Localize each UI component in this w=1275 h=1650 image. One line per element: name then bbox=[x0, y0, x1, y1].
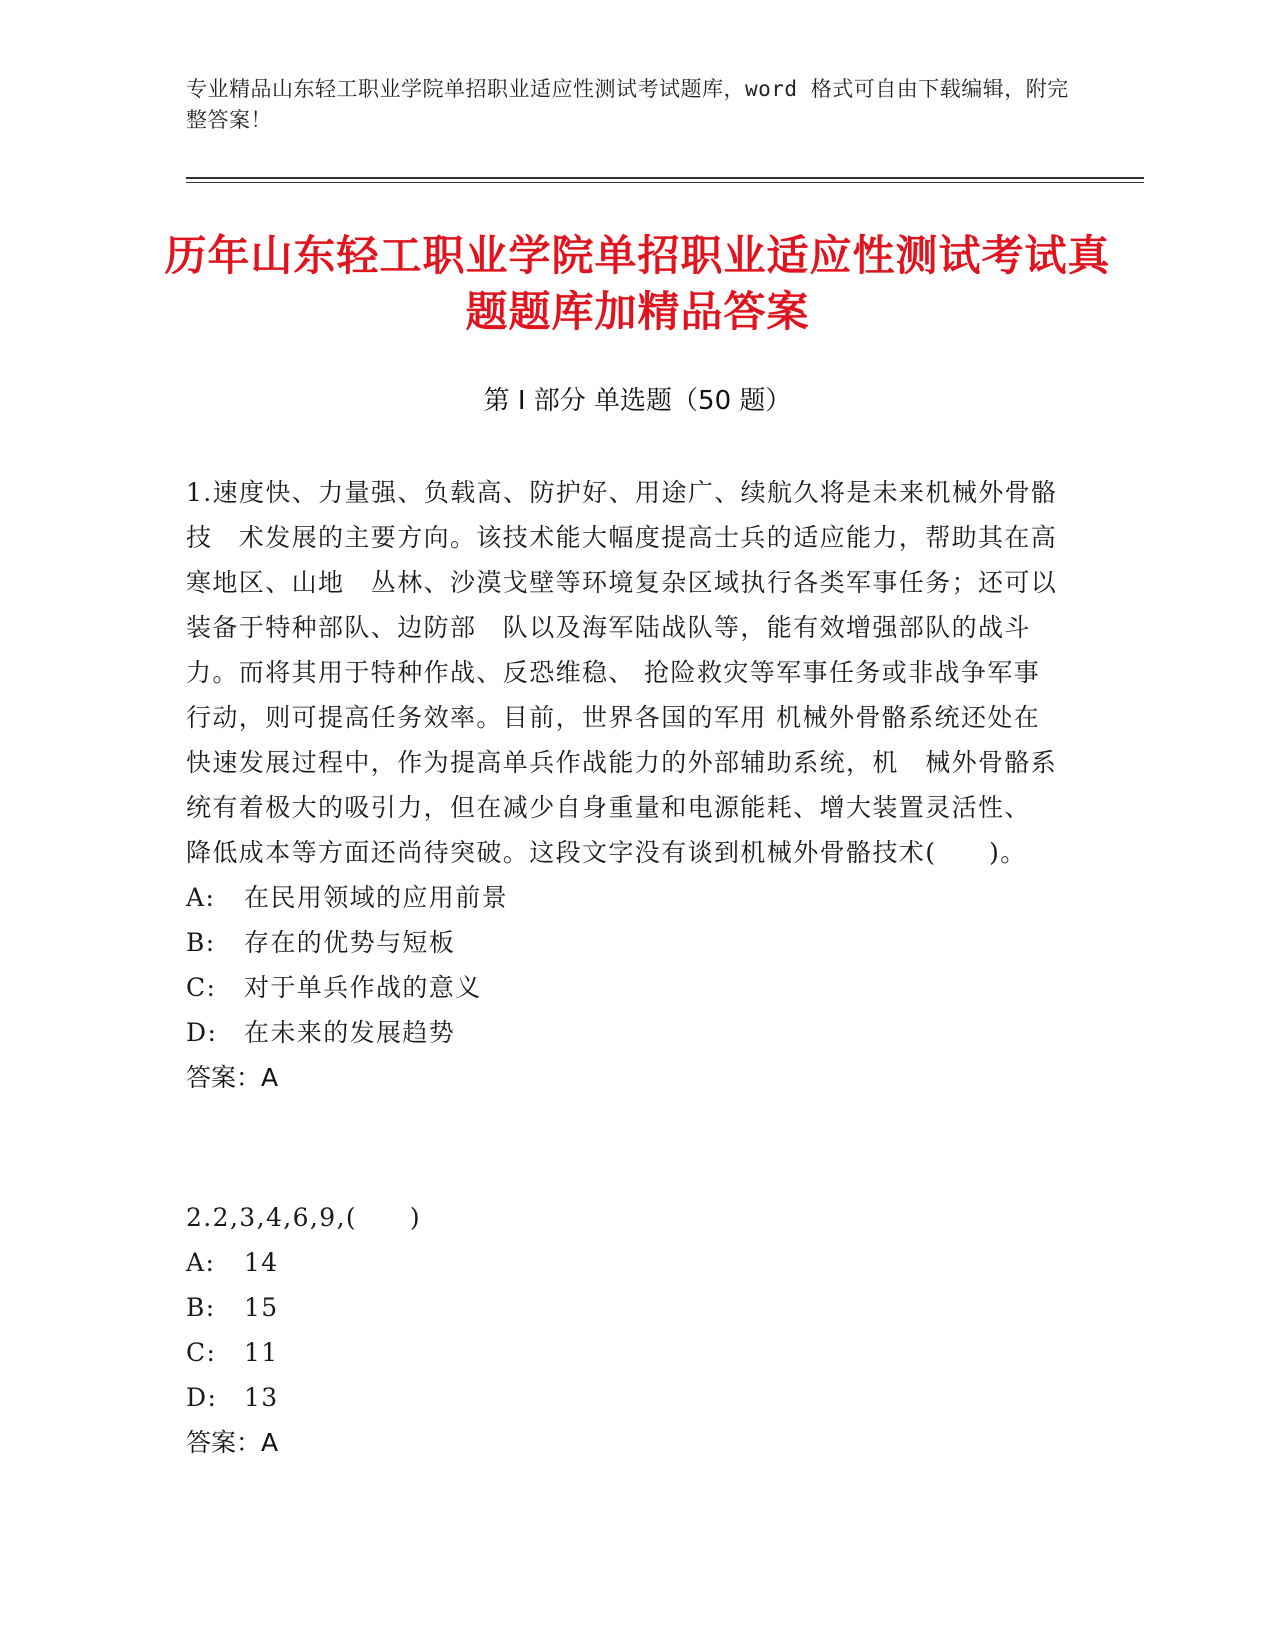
question-stem: 2.2,3,4,6,9,( ) bbox=[186, 1203, 422, 1232]
option-key: B: bbox=[186, 1293, 216, 1322]
option-text: 15 bbox=[244, 1293, 279, 1322]
option-key: A: bbox=[186, 1248, 216, 1277]
section-title: 第 I 部分 单选题（50 题） bbox=[483, 386, 792, 416]
header-divider-thin bbox=[186, 182, 1144, 183]
option-key: D: bbox=[186, 1018, 218, 1047]
option-text: 11 bbox=[244, 1338, 279, 1367]
option-text: 在未来的发展趋势 bbox=[244, 1018, 456, 1047]
option-d bbox=[186, 1010, 1066, 1055]
option-d bbox=[186, 1375, 1066, 1420]
option-text: 存在的优势与短板 bbox=[244, 928, 456, 957]
option-text: 13 bbox=[244, 1383, 279, 1412]
option-b bbox=[186, 1285, 1066, 1330]
option-b bbox=[186, 920, 1066, 965]
option-text: 对于单兵作战的意义 bbox=[244, 973, 482, 1002]
option-key: C: bbox=[186, 973, 217, 1002]
option-key: B: bbox=[186, 928, 216, 957]
option-c bbox=[186, 965, 1066, 1010]
header-note: 专业精品山东轻工职业学院单招职业适应性测试考试题库，word 格式可自由下载编辑，附完整答案！ bbox=[186, 77, 1069, 132]
question-2 bbox=[186, 1195, 1066, 1466]
answer-line: 答案：A bbox=[186, 1428, 279, 1457]
option-key: D: bbox=[186, 1383, 218, 1412]
question-1 bbox=[186, 470, 1066, 1101]
option-key: C: bbox=[186, 1338, 217, 1367]
option-text: 14 bbox=[244, 1248, 279, 1277]
header-divider-thick bbox=[186, 177, 1144, 179]
question-stem: 1.速度快、力量强、负载高、防护好、用途广、续航久将是未来机械外骨骼技 术发展的主要方向。该技术能大幅度提高士兵的适应能力，帮助其在高寒地区、山地 丛林、沙漠戈壁等环境复杂区域执行各类军事任务；还可以装备于特种部队、边防部 队以及海军陆战队等，能有效增强部队的战斗力。而将其用于特种作战、反恐维稳、 抢险救灾等军事任务或非战争军事行动，则可提高任务效率。目前，世界各国的军用 机械外骨骼系统还处在快速发展过程中，作为提高单兵作战能力的外部辅助系统，机 械外骨骼系统有着极大的吸引力，但在减少自身重量和电源能耗、增大装置灵活性、 降低成本等方面还尚待突破。这段文字没有谈到机械外骨骼技术( )。 bbox=[186, 478, 1058, 867]
document-title: 历年山东轻工职业学院单招职业适应性测试考试真题题库加精品答案 bbox=[164, 231, 1111, 336]
option-text: 在民用领域的应用前景 bbox=[244, 883, 509, 912]
option-a bbox=[186, 1240, 1066, 1285]
answer-line: 答案：A bbox=[186, 1063, 279, 1092]
option-key: A: bbox=[186, 883, 216, 912]
option-c bbox=[186, 1330, 1066, 1375]
option-a bbox=[186, 875, 1066, 920]
